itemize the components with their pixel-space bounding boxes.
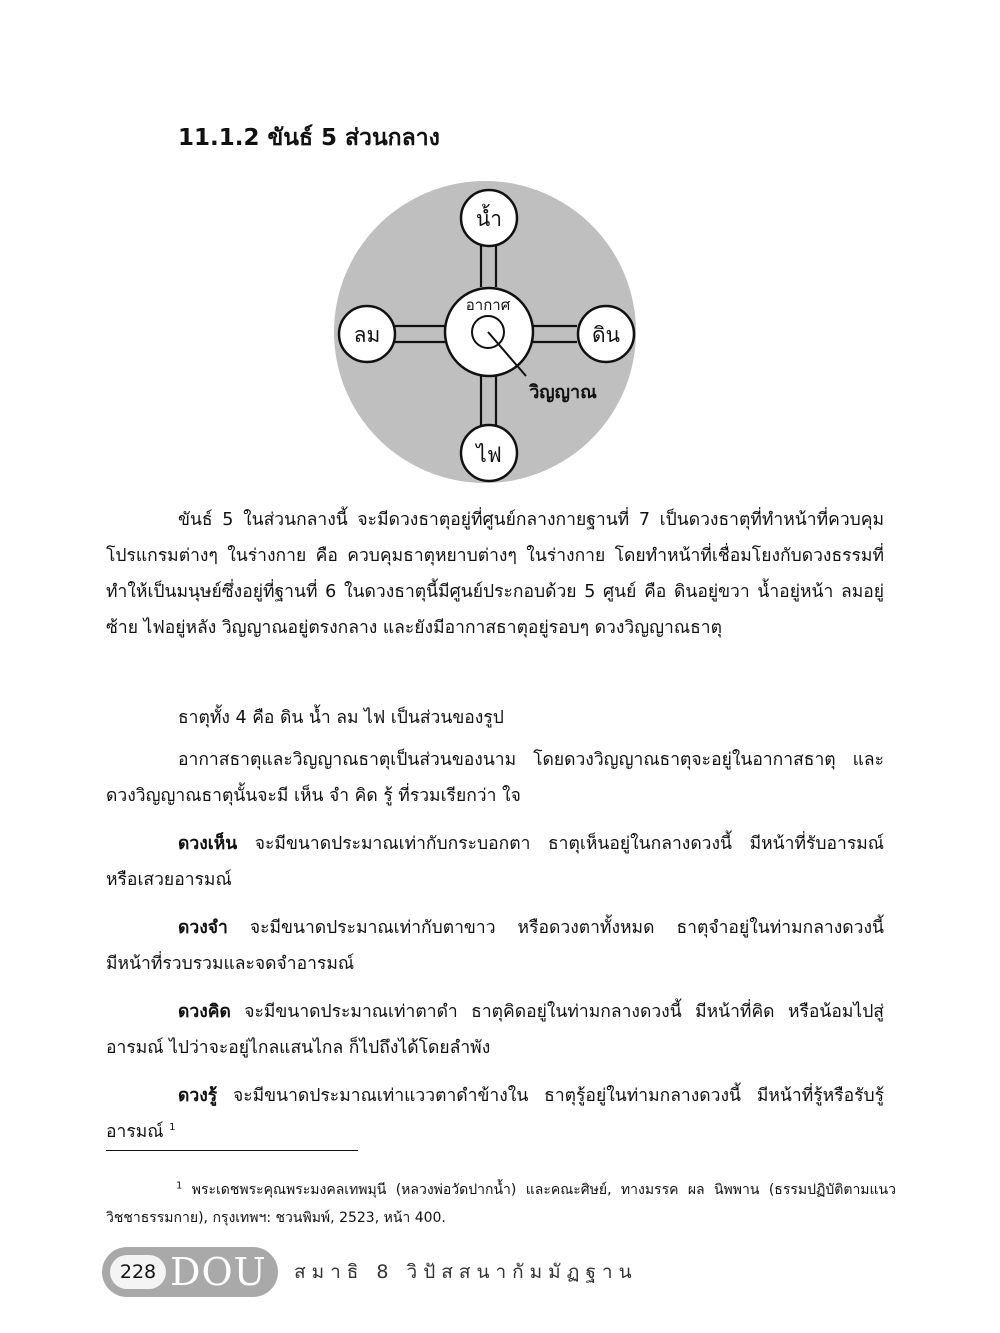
paragraph-7-text: จะมีขนาดประมาณเท่าแววตาดำข้างใน ธาตุรู้อยู่ในท่ามกลางดวงนี้ มีหน้าที่รู้หรือรับรู้อารมณ์ xyxy=(106,1086,884,1142)
term-knowing: ดวงรู้ xyxy=(178,1086,218,1106)
label-consciousness: วิญญาณ xyxy=(529,382,597,403)
label-wind: ลม xyxy=(353,323,381,347)
paragraph-4 xyxy=(106,826,884,898)
footnote-reference: 1 xyxy=(169,1122,176,1134)
paragraph-5-text: จะมีขนาดประมาณเท่ากับตาขาว หรือดวงตาทั้งหมด ธาตุจำอยู่ในท่ามกลางดวงนี้ มีหน้าที่รวบรวมและจดจำอารมณ์ xyxy=(106,918,884,974)
paragraph-6-text: จะมีขนาดประมาณเท่าตาดำ ธาตุคิดอยู่ในท่ามกลางดวงนี้ มีหน้าที่คิด หรือน้อมไปสู่อารมณ์ ไปว่าจะอยู่ไกลแสนไกล ก็ไปถึงได้โดยลำพัง xyxy=(106,1002,884,1058)
label-space: อากาศ xyxy=(465,296,511,314)
label-water: น้ำ xyxy=(475,207,503,231)
brand-logo: DOU xyxy=(170,1250,267,1294)
paragraph-5 xyxy=(106,910,884,982)
paragraph-3: อากาสธาตุและวิญญาณธาตุเป็นส่วนของนาม โดยดวงวิญญาณธาตุจะอยู่ในอากาสธาตุ และดวงวิญญาณธาตุนั้นจะมี เห็น จำ คิด รู้ ที่รวมเรียกว่า ใจ xyxy=(106,750,884,806)
label-fire: ไฟ xyxy=(476,443,502,467)
khandha-diagram xyxy=(330,180,650,485)
term-thinking: ดวงคิด xyxy=(178,1002,231,1022)
term-memory: ดวงจำ xyxy=(178,918,228,938)
paragraph-7 xyxy=(106,1078,884,1150)
paragraph-4-text: จะมีขนาดประมาณเท่ากับกระบอกตา ธาตุเห็นอยู่ในกลางดวงนี้ มีหน้าที่รับอารมณ์ หรือเสวยอารมณ์ xyxy=(106,834,884,890)
section-heading: 11.1.2 ขันธ์ 5 ส่วนกลาง xyxy=(178,125,440,151)
paragraph-2: ธาตุทั้ง 4 คือ ดิน น้ำ ลม ไฟ เป็นส่วนของรูป xyxy=(178,708,504,728)
footer-badge xyxy=(102,1247,278,1297)
footnote xyxy=(106,1176,896,1232)
footnote-divider xyxy=(106,1150,358,1151)
page-number: 228 xyxy=(110,1255,166,1289)
paragraph-1: ขันธ์ 5 ในส่วนกลางนี้ จะมีดวงธาตุอยู่ที่ศูนย์กลางกายฐานที่ 7 เป็นดวงธาตุที่ทำหน้าที่ควบคุมโปรแกรมต่างๆ ในร่างกาย คือ ควบคุมธาตุหยาบต่างๆ ในร่างกาย โดยทำหน้าที่เชื่อมโยงกับดวงธรรมที่ทำให้เป็นมนุษย์ซึ่งอยู่ที่ฐานที่ 6 ในดวงธาตุนี้มีศูนย์ประกอบด้วย 5 ศูนย์ คือ ดินอยู่ขวา น้ำอยู่หน้า ลมอยู่ซ้าย ไฟอยู่หลัง วิญญาณอยู่ตรงกลาง และยังมีอากาสธาตุอยู่รอบๆ ดวงวิญญาณธาตุ xyxy=(106,510,884,638)
footnote-marker: 1 xyxy=(176,1180,183,1192)
label-earth: ดิน xyxy=(592,323,620,347)
term-seeing: ดวงเห็น xyxy=(178,834,238,854)
footnote-text: พระเดชพระคุณพระมงคลเทพมุนี (หลวงพ่อวัดปากน้ำ) และคณะศิษย์, ทางมรรค ผล นิพพาน (ธรรมปฏิบัติตามแนววิชชาธรรมกาย), กรุงเทพฯ: ชวนพิมพ์, 2523, หน้า 400. xyxy=(106,1182,896,1226)
book-title: สมาธิ 8 วิปัสสนากัมมัฏฐาน xyxy=(294,1261,638,1283)
paragraph-6 xyxy=(106,994,884,1066)
page-footer xyxy=(102,1247,662,1299)
